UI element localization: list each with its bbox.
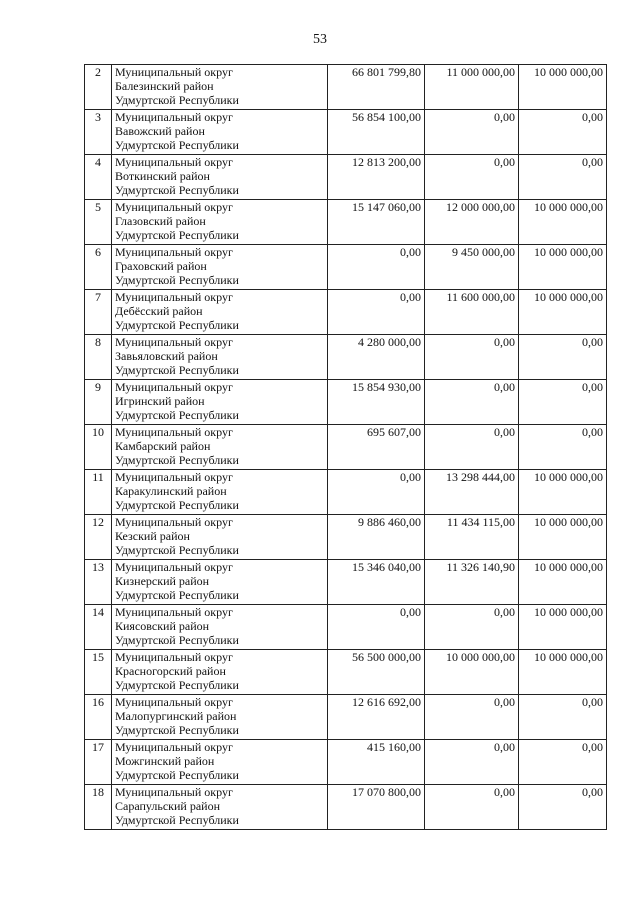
- amount-column-2: 0,00: [425, 380, 519, 425]
- amount-column-2: 12 000 000,00: [425, 200, 519, 245]
- name-line-1: Муниципальный округ: [115, 515, 233, 529]
- amount-column-1: 0,00: [328, 470, 425, 515]
- municipality-name: [112, 515, 328, 560]
- name-line-2: Кизнерский район: [115, 574, 210, 588]
- row-number: 10: [85, 425, 112, 470]
- municipality-name: [112, 335, 328, 380]
- municipality-name: [112, 740, 328, 785]
- table-row: [85, 605, 607, 650]
- amount-column-3: 0,00: [519, 155, 607, 200]
- row-number: 15: [85, 650, 112, 695]
- amount-column-2: 0,00: [425, 155, 519, 200]
- name-line-2: Можгинский район: [115, 754, 215, 768]
- municipality-name: [112, 695, 328, 740]
- amount-column-2: 0,00: [425, 605, 519, 650]
- name-line-2: Каракулинский район: [115, 484, 227, 498]
- name-line-3: Удмуртской Республики: [115, 138, 239, 152]
- name-line-1: Муниципальный округ: [115, 740, 233, 754]
- name-line-2: Кезский район: [115, 529, 190, 543]
- name-line-3: Удмуртской Республики: [115, 588, 239, 602]
- table-row: [85, 785, 607, 830]
- name-line-2: Граховский район: [115, 259, 207, 273]
- amount-column-1: 415 160,00: [328, 740, 425, 785]
- municipality-name: [112, 65, 328, 110]
- amount-column-3: 10 000 000,00: [519, 650, 607, 695]
- row-number: 17: [85, 740, 112, 785]
- amount-column-3: 10 000 000,00: [519, 560, 607, 605]
- name-line-1: Муниципальный округ: [115, 695, 233, 709]
- name-line-1: Муниципальный округ: [115, 605, 233, 619]
- amount-column-1: 0,00: [328, 290, 425, 335]
- name-line-1: Муниципальный округ: [115, 380, 233, 394]
- name-line-3: Удмуртской Республики: [115, 273, 239, 287]
- amount-column-1: 9 886 460,00: [328, 515, 425, 560]
- amount-column-3: 10 000 000,00: [519, 605, 607, 650]
- amount-column-2: 11 434 115,00: [425, 515, 519, 560]
- amount-column-3: 0,00: [519, 695, 607, 740]
- amount-column-2: 0,00: [425, 785, 519, 830]
- amount-column-3: 0,00: [519, 425, 607, 470]
- name-line-3: Удмуртской Республики: [115, 633, 239, 647]
- amount-column-3: 10 000 000,00: [519, 470, 607, 515]
- row-number: 5: [85, 200, 112, 245]
- page-number: 53: [313, 32, 327, 47]
- name-line-2: Красногорский район: [115, 664, 226, 678]
- name-line-3: Удмуртской Республики: [115, 228, 239, 242]
- table-row: [85, 425, 607, 470]
- name-line-3: Удмуртской Республики: [115, 318, 239, 332]
- amount-column-2: 10 000 000,00: [425, 650, 519, 695]
- table-row: [85, 335, 607, 380]
- amount-column-1: 12 813 200,00: [328, 155, 425, 200]
- amount-column-3: 0,00: [519, 380, 607, 425]
- row-number: 8: [85, 335, 112, 380]
- amount-column-1: 12 616 692,00: [328, 695, 425, 740]
- amount-column-2: 11 600 000,00: [425, 290, 519, 335]
- table-row: [85, 515, 607, 560]
- amount-column-3: 10 000 000,00: [519, 515, 607, 560]
- name-line-1: Муниципальный округ: [115, 785, 233, 799]
- table-row: [85, 650, 607, 695]
- amount-column-3: 10 000 000,00: [519, 65, 607, 110]
- municipality-name: [112, 470, 328, 515]
- municipality-name: [112, 200, 328, 245]
- municipality-name: [112, 785, 328, 830]
- table-row: [85, 110, 607, 155]
- name-line-1: Муниципальный округ: [115, 425, 233, 439]
- amount-column-3: 0,00: [519, 740, 607, 785]
- row-number: 11: [85, 470, 112, 515]
- municipality-name: [112, 380, 328, 425]
- budget-table: [84, 64, 607, 830]
- row-number: 4: [85, 155, 112, 200]
- row-number: 13: [85, 560, 112, 605]
- name-line-3: Удмуртской Республики: [115, 183, 239, 197]
- name-line-1: Муниципальный округ: [115, 290, 233, 304]
- amount-column-1: 15 346 040,00: [328, 560, 425, 605]
- row-number: 14: [85, 605, 112, 650]
- row-number: 7: [85, 290, 112, 335]
- name-line-2: Воткинский район: [115, 169, 210, 183]
- municipality-name: [112, 290, 328, 335]
- name-line-3: Удмуртской Республики: [115, 813, 239, 827]
- name-line-1: Муниципальный округ: [115, 650, 233, 664]
- name-line-1: Муниципальный округ: [115, 200, 233, 214]
- amount-column-2: 13 298 444,00: [425, 470, 519, 515]
- name-line-3: Удмуртской Республики: [115, 768, 239, 782]
- municipality-name: [112, 560, 328, 605]
- name-line-3: Удмуртской Республики: [115, 498, 239, 512]
- row-number: 3: [85, 110, 112, 155]
- municipality-name: [112, 425, 328, 470]
- amount-column-3: 10 000 000,00: [519, 245, 607, 290]
- name-line-2: Камбарский район: [115, 439, 211, 453]
- name-line-2: Вавожский район: [115, 124, 205, 138]
- name-line-1: Муниципальный округ: [115, 560, 233, 574]
- amount-column-2: 0,00: [425, 740, 519, 785]
- table-row: [85, 245, 607, 290]
- name-line-2: Игринский район: [115, 394, 205, 408]
- amount-column-1: 66 801 799,80: [328, 65, 425, 110]
- table-row: [85, 200, 607, 245]
- amount-column-2: 11 326 140,90: [425, 560, 519, 605]
- municipality-name: [112, 650, 328, 695]
- name-line-2: Малопургинский район: [115, 709, 237, 723]
- amount-column-3: 10 000 000,00: [519, 290, 607, 335]
- amount-column-3: 0,00: [519, 335, 607, 380]
- municipality-name: [112, 110, 328, 155]
- name-line-2: Глазовский район: [115, 214, 206, 228]
- name-line-2: Дебёсский район: [115, 304, 203, 318]
- name-line-2: Балезинский район: [115, 79, 214, 93]
- amount-column-2: 0,00: [425, 425, 519, 470]
- name-line-1: Муниципальный округ: [115, 155, 233, 169]
- table-row: [85, 290, 607, 335]
- name-line-1: Муниципальный округ: [115, 335, 233, 349]
- amount-column-3: 10 000 000,00: [519, 200, 607, 245]
- table-row: [85, 380, 607, 425]
- amount-column-1: 56 500 000,00: [328, 650, 425, 695]
- amount-column-3: 0,00: [519, 785, 607, 830]
- name-line-3: Удмуртской Республики: [115, 543, 239, 557]
- name-line-3: Удмуртской Республики: [115, 453, 239, 467]
- row-number: 16: [85, 695, 112, 740]
- amount-column-2: 0,00: [425, 110, 519, 155]
- name-line-1: Муниципальный округ: [115, 65, 233, 79]
- table-row: [85, 155, 607, 200]
- amount-column-1: 0,00: [328, 245, 425, 290]
- amount-column-2: 11 000 000,00: [425, 65, 519, 110]
- amount-column-1: 4 280 000,00: [328, 335, 425, 380]
- table-row: [85, 695, 607, 740]
- row-number: 18: [85, 785, 112, 830]
- municipality-name: [112, 155, 328, 200]
- name-line-3: Удмуртской Республики: [115, 93, 239, 107]
- amount-column-1: 15 854 930,00: [328, 380, 425, 425]
- amount-column-1: 17 070 800,00: [328, 785, 425, 830]
- table-row: [85, 65, 607, 110]
- table-row: [85, 560, 607, 605]
- amount-column-2: 9 450 000,00: [425, 245, 519, 290]
- municipality-name: [112, 245, 328, 290]
- name-line-1: Муниципальный округ: [115, 110, 233, 124]
- name-line-2: Завьяловский район: [115, 349, 218, 363]
- table-row: [85, 470, 607, 515]
- row-number: 6: [85, 245, 112, 290]
- table-body: [85, 65, 607, 830]
- row-number: 9: [85, 380, 112, 425]
- name-line-1: Муниципальный округ: [115, 470, 233, 484]
- name-line-3: Удмуртской Республики: [115, 723, 239, 737]
- amount-column-2: 0,00: [425, 695, 519, 740]
- table-row: [85, 740, 607, 785]
- row-number: 12: [85, 515, 112, 560]
- name-line-3: Удмуртской Республики: [115, 678, 239, 692]
- amount-column-3: 0,00: [519, 110, 607, 155]
- amount-column-1: 695 607,00: [328, 425, 425, 470]
- amount-column-1: 15 147 060,00: [328, 200, 425, 245]
- name-line-1: Муниципальный округ: [115, 245, 233, 259]
- name-line-3: Удмуртской Республики: [115, 408, 239, 422]
- name-line-2: Киясовский район: [115, 619, 210, 633]
- amount-column-1: 0,00: [328, 605, 425, 650]
- amount-column-2: 0,00: [425, 335, 519, 380]
- municipality-name: [112, 605, 328, 650]
- name-line-2: Сарапульский район: [115, 799, 221, 813]
- amount-column-1: 56 854 100,00: [328, 110, 425, 155]
- name-line-3: Удмуртской Республики: [115, 363, 239, 377]
- row-number: 2: [85, 65, 112, 110]
